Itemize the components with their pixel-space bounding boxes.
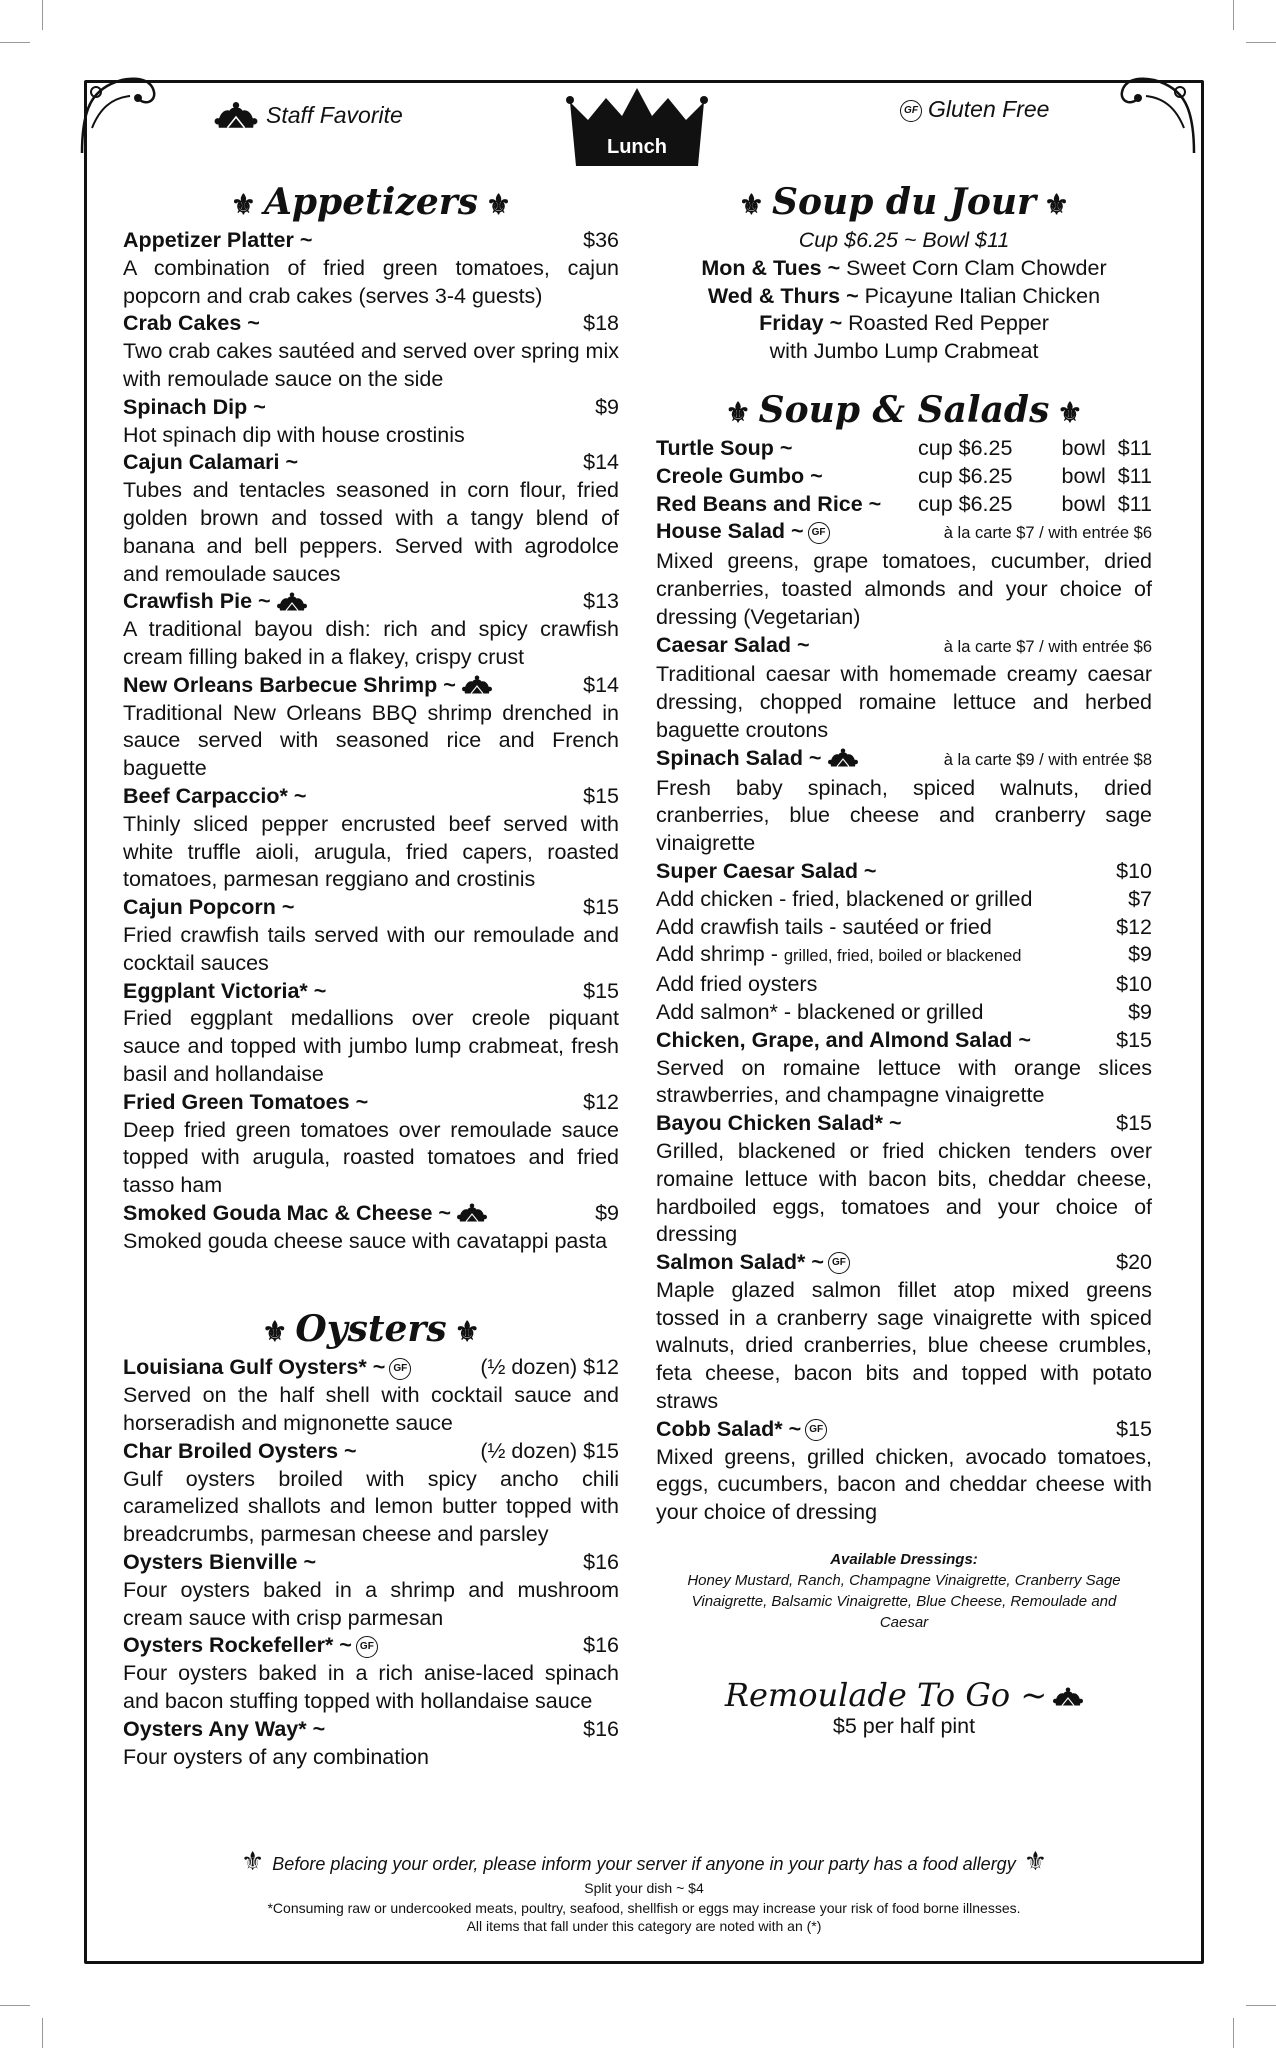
left-column [123, 180, 619, 1771]
crop-mark [1233, 2018, 1234, 2048]
appetizers-list [123, 227, 619, 1255]
item-name: New Orleans Barbecue Shrimp ~ [123, 672, 456, 697]
item-price: à la carte $7 / with entrée $6 [943, 637, 1152, 656]
dressings-text: Honey Mustard, Ranch, Champagne Vinaigrette, Cranberry Sage Vinaigrette, Balsamic Vinaigrette, Blue Cheese, Remoulade and Caesar [687, 1572, 1121, 1632]
split-dish-note: Split your dish ~ $4 [584, 1880, 704, 1896]
gf-icon: GF [389, 1358, 411, 1380]
asterisk-note: All items that fall under this category are noted with an (*) [466, 1918, 822, 1934]
right-column [656, 180, 1152, 1741]
menu-item [123, 1632, 619, 1715]
addon-row: Add shrimp - grilled, fried, boiled or blackened $9 [656, 942, 1152, 967]
item-price: $14 [583, 672, 619, 697]
item-price: $15 [1116, 1111, 1152, 1136]
item-name: Bayou Chicken Salad* ~ [656, 1111, 902, 1136]
item-price: $15 [583, 783, 619, 808]
item-description: Thinly sliced pepper encrusted beef served with white truffle aioli, arugula, fried capers, roasted tomatoes, parmesan reggiano and crostinis [123, 811, 619, 892]
item-name: Cajun Popcorn ~ [123, 895, 295, 920]
item-name: Appetizer Platter ~ [123, 228, 313, 252]
item-name: Oysters Rockefeller* ~ [123, 1633, 352, 1658]
item-name: Crawfish Pie ~ [123, 589, 271, 614]
item-name: Caesar Salad ~ [656, 632, 810, 657]
item-description: Traditional caesar with homemade creamy caesar dressing, chopped romaine lettuce and herbed baguette croutons [656, 662, 1152, 742]
item-description: Hot spinach dip with house crostinis [123, 422, 465, 447]
soup-row: Red Beans and Rice ~ cup $6.25 bowl $11 [656, 491, 1152, 516]
crop-mark [0, 42, 30, 43]
soup-day-row: Mon & Tues ~ Sweet Corn Clam Chowder [701, 255, 1107, 280]
item-price: $15 [583, 895, 619, 920]
menu-item [123, 783, 619, 894]
menu-item [123, 227, 619, 310]
soup-du-jour-list [656, 255, 1152, 338]
addon-row: Add crawfish tails - sautéed or fried $12 [656, 914, 1152, 939]
item-price: $18 [583, 311, 619, 336]
item-name: Char Broiled Oysters ~ [123, 1438, 357, 1463]
item-price: $14 [583, 450, 619, 475]
item-price: $15 [1116, 1416, 1152, 1441]
item-price: $12 [583, 1355, 619, 1380]
crop-mark [1233, 0, 1234, 30]
allergy-notice: ⚜ Before placing your order, please inform your server if anyone in your party has a food allergy ⚜ [240, 1846, 1048, 1876]
gf-icon: GF [805, 1419, 827, 1441]
soup-row: Creole Gumbo ~ cup $6.25 bowl $11 [656, 463, 1152, 488]
menu-item [656, 1110, 1152, 1249]
item-description: Deep fried green tomatoes over remoulade sauce topped with arugula, roasted tomatoes and fried tasso ham [123, 1117, 619, 1198]
item-description: A combination of fried green tomatoes, cajun popcorn and crab cakes (serves 3-4 guests) [123, 255, 619, 308]
item-price: $16 [583, 1550, 619, 1575]
staff-favorite-legend: Staff Favorite [214, 102, 403, 132]
soup-day-row: Wed & Thurs ~ Picayune Italian Chicken [707, 283, 1101, 308]
crop-mark [42, 2018, 43, 2048]
jester-hat-icon [457, 1203, 487, 1225]
item-description: Tubes and tentacles seasoned in corn flour, fried golden brown and tossed with a tangy blend of banana and bell peppers. Served with agrodolce and remoulade sauces [123, 478, 619, 586]
item-name: House Salad ~ [656, 519, 804, 544]
menu-item [656, 1027, 1152, 1110]
item-price: $13 [583, 589, 619, 614]
appetizers-heading: ⚜ Appetizers ⚜ [230, 181, 512, 223]
item-description: Traditional New Orleans BBQ shrimp drenched in sauce served with seasoned rice and French baguette [123, 700, 619, 781]
oysters-heading: ⚜ Oysters ⚜ [262, 1308, 480, 1351]
item-name: Spinach Salad ~ [656, 745, 822, 770]
item-name: Beef Carpaccio* ~ [123, 783, 307, 808]
gluten-free-legend: GF Gluten Free [900, 96, 1049, 123]
menu-item [656, 745, 1152, 858]
item-description: Gulf oysters broiled with spicy ancho chili caramelized shallots and lemon butter topped with breadcrumbs, parmesan cheese and parsley [123, 1466, 619, 1547]
dressings-title: Available Dressings: [830, 1551, 978, 1569]
item-name: Oysters Any Way* ~ [123, 1716, 326, 1741]
item-description: Served on romaine lettuce with orange slices strawberries, and champagne vinaigrette [656, 1055, 1152, 1108]
item-price: $36 [583, 228, 619, 252]
jester-hat-icon [214, 102, 258, 132]
item-price: à la carte $7 / with entrée $6 [943, 524, 1152, 543]
menu-item [656, 518, 1152, 631]
item-description: Four oysters of any combination [123, 1744, 429, 1769]
item-name: Eggplant Victoria* ~ [123, 978, 327, 1003]
item-name: Cobb Salad* ~ [656, 1416, 802, 1441]
soup-du-jour-heading: ⚜ Soup du Jour ⚜ [738, 181, 1070, 223]
oysters-list [123, 1354, 619, 1771]
item-name: Smoked Gouda Mac & Cheese ~ [123, 1200, 451, 1225]
crop-mark [0, 2005, 30, 2006]
menu-item [123, 588, 619, 671]
menu-item [123, 1716, 619, 1772]
item-price: à la carte $9 / with entrée $8 [943, 750, 1152, 769]
item-name: Louisiana Gulf Oysters* ~ [123, 1355, 386, 1380]
raw-food-warning: *Consuming raw or undercooked meats, poultry, seafood, shellfish or eggs may increase your risk of food borne illnesses. [267, 1900, 1021, 1916]
item-name: Fried Green Tomatoes ~ [123, 1089, 369, 1114]
soups-list [656, 435, 1152, 518]
soup-du-jour-prices: Cup $6.25 ~ Bowl $11 [798, 228, 1010, 252]
remoulade-heading: Remoulade To Go ~ [656, 1677, 1152, 1713]
addon-row: Add salmon* - blackened or grilled $9 [656, 999, 1152, 1024]
item-name: Oysters Bienville ~ [123, 1550, 317, 1575]
menu-item [123, 310, 619, 393]
addons-list [656, 886, 1152, 1027]
item-price: $15 [1116, 1027, 1152, 1052]
menu-item [123, 978, 619, 1089]
item-name: Spinach Dip ~ [123, 394, 266, 419]
item-description: Served on the half shell with cocktail sauce and horseradish and mignonette sauce [123, 1383, 619, 1436]
item-description: Four oysters baked in a rich anise-laced spinach and bacon stuffing topped with hollandaise sauce [123, 1661, 619, 1714]
more-salads-list [656, 1027, 1152, 1527]
item-price: $12 [583, 1089, 619, 1114]
item-name: Crab Cakes ~ [123, 311, 260, 336]
corner-flourish-icon [1114, 68, 1204, 158]
menu-item [123, 1549, 619, 1632]
menu-item [656, 1416, 1152, 1527]
item-price: $15 [583, 1438, 619, 1463]
crop-mark [1246, 2005, 1276, 2006]
menu-item: Char Broiled Oysters ~ (½ dozen) $15 Gulf oysters broiled with spicy ancho chili caramelized shallots and lemon butter topped with breadcrumbs, parmesan cheese and parsley [123, 1438, 619, 1549]
soup-salads-heading: ⚜ Soup & Salads ⚜ [725, 388, 1083, 431]
menu-item [123, 394, 619, 450]
item-price: $16 [583, 1633, 619, 1658]
gf-icon: GF [808, 522, 830, 544]
lunch-title: Lunch [607, 136, 667, 158]
menu-item [656, 1249, 1152, 1416]
addon-row: Add chicken - fried, blackened or grilled $7 [656, 886, 1152, 911]
item-description: Smoked gouda cheese sauce with cavatappi pasta [123, 1228, 608, 1253]
addon-row: Add fried oysters $10 [656, 972, 1152, 997]
item-description: Fried eggplant medallions over creole piquant sauce and topped with jumbo lump crabmeat, fresh basil and hollandaise [123, 1006, 619, 1086]
item-description: A traditional bayou dish: rich and spicy crawfish cream filling baked in a flakey, crispy crust [123, 617, 619, 669]
item-description: Fried crawfish tails served with our remoulade and cocktail sauces [123, 922, 619, 975]
item-description: Grilled, blackened or fried chicken tenders over romaine lettuce with bacon bits, cheddar cheese, hardboiled eggs, tomatoes and your choice of dressing [656, 1138, 1152, 1247]
item-price: $20 [1116, 1250, 1152, 1275]
corner-flourish-icon [72, 68, 162, 158]
jester-hat-icon [277, 592, 307, 614]
menu-item [123, 672, 619, 783]
menu-item [123, 1200, 619, 1256]
item-description: Four oysters baked in a shrimp and mushroom cream sauce with crisp parmesan [123, 1577, 619, 1630]
super-caesar-row: Super Caesar Salad ~ $10 [656, 858, 1152, 883]
crop-mark [42, 0, 43, 30]
item-name: Salmon Salad* ~ [656, 1250, 824, 1275]
remoulade-price: $5 per half pint [832, 1714, 976, 1739]
menu-item [123, 1089, 619, 1200]
item-price: $16 [583, 1716, 619, 1741]
item-description: Mixed greens, grape tomatoes, cucumber, dried cranberries, toasted almonds and your choice of dressing (Vegetarian) [656, 549, 1152, 629]
crop-mark [1246, 42, 1276, 43]
jester-hat-icon [1053, 1687, 1083, 1709]
soup-day-row: Friday ~ Roasted Red Pepper [759, 311, 1049, 336]
salads-list [656, 518, 1152, 858]
gf-icon: GF [900, 100, 922, 122]
menu-item: Louisiana Gulf Oysters* ~ GF (½ dozen) $12 Served on the half shell with cocktail sauce and horseradish and mignonette sauce [123, 1354, 619, 1437]
soup-du-jour-extra: with Jumbo Lump Crabmeat [769, 339, 1039, 364]
item-description: Fresh baby spinach, spiced walnuts, dried cranberries, blue cheese and cranberry sage vinaigrette [656, 775, 1152, 856]
item-description: Two crab cakes sautéed and served over spring mix with remoulade sauce on the side [123, 339, 619, 391]
item-price: $9 [595, 1200, 619, 1225]
jester-hat-icon [828, 748, 858, 770]
menu-item [123, 894, 619, 977]
menu-item [656, 632, 1152, 745]
menu-item [123, 449, 619, 588]
item-description: Maple glazed salmon fillet atop mixed greens tossed in a cranberry sage vinaigrette with spiced walnuts, dried cranberries, blue cheese crumbles, feta cheese, bacon bits and topped with potato straws [656, 1277, 1152, 1414]
jester-hat-icon [462, 675, 492, 697]
item-name: Cajun Calamari ~ [123, 450, 299, 475]
item-name: Chicken, Grape, and Almond Salad ~ [656, 1027, 1031, 1052]
gf-icon: GF [356, 1636, 378, 1658]
gf-icon: GF [828, 1252, 850, 1274]
item-description: Mixed greens, grilled chicken, avocado tomatoes, eggs, cucumbers, bacon and cheddar cheese with your choice of dressing [656, 1444, 1152, 1525]
item-price: $15 [583, 978, 619, 1003]
item-price: $9 [595, 394, 619, 419]
soup-row: Turtle Soup ~ cup $6.25 bowl $11 [656, 435, 1152, 460]
